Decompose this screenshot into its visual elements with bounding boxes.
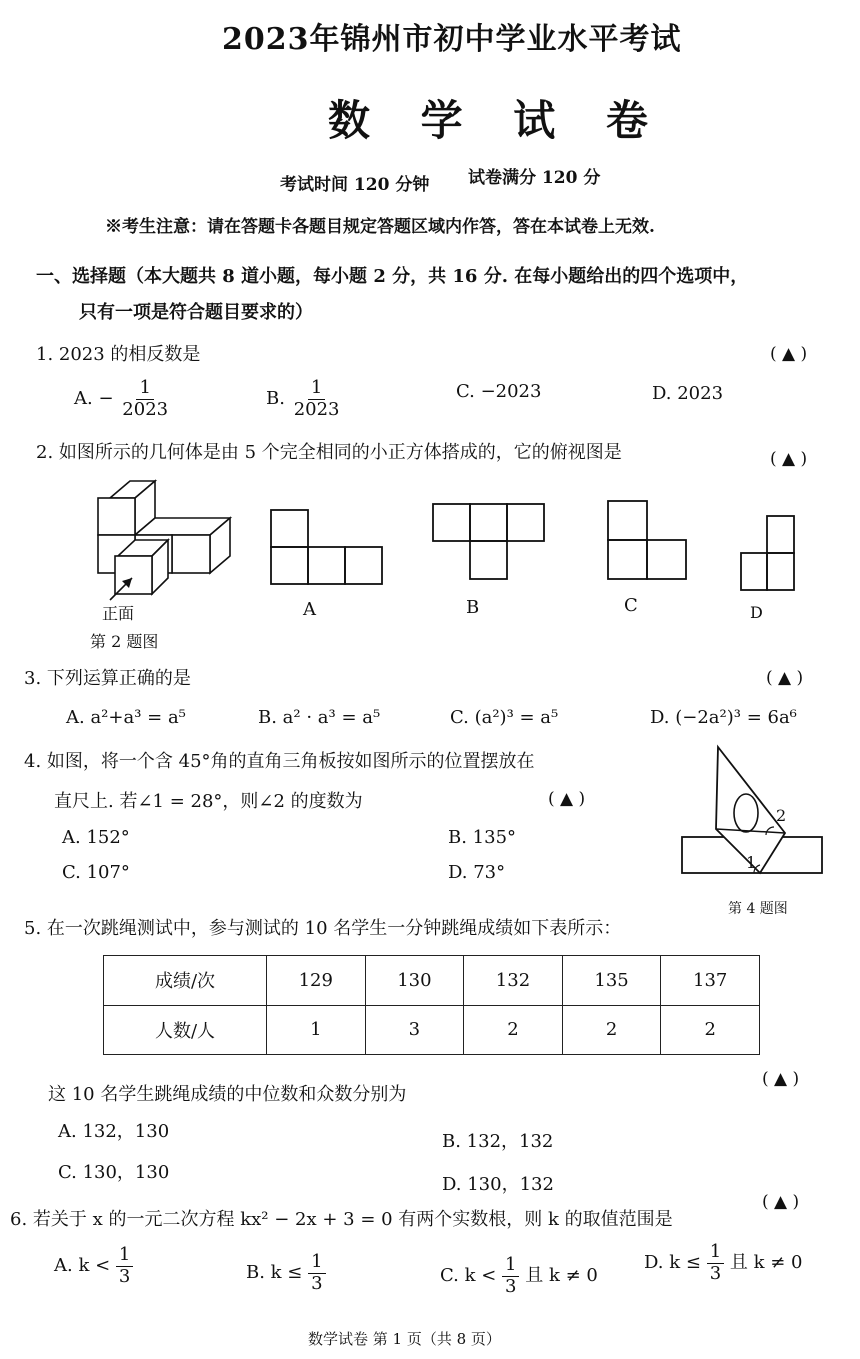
q1-option-b [266,378,343,420]
q4-figure-caption: 第 4 题图 [728,901,788,917]
q6-option-a [54,1245,133,1287]
q2-figure-caption: 第 2 题图 [90,632,159,651]
q2-option-b-view [432,503,547,583]
q4-option-c: C. 107° [62,862,130,883]
table-header-cell: 人数/人 [104,1005,267,1055]
q1-option-d: D. 2023 [652,383,724,404]
table-cell: 2 [464,1005,563,1055]
q5-option-c: C. 130，130 [58,1162,170,1183]
q2-option-a-view [270,508,385,588]
q6-stem: 6. 若关于 x 的一元二次方程 kx² − 2x + 3 = 0 有两个实数根，则 k 的取值范围是 [10,1209,673,1230]
q5-option-b: B. 132，132 [442,1131,554,1152]
q1-option-c: C. −2023 [456,381,542,402]
fraction [707,1242,724,1284]
option-suffix: 且 k ≠ 0 [729,1252,803,1274]
table-cell: 130 [365,956,464,1006]
section-heading: 一、选择题（本大题共 8 道小题，每小题 2 分，共 16 分. 在每小题给出的四个选项中， [36,266,749,287]
q5-score-table [103,955,760,1055]
fraction [116,1245,133,1287]
q1-answer-mark: ( ▲ ) [770,344,808,364]
fraction [119,378,171,420]
numerator: 1 [116,1245,133,1267]
table-cell: 132 [464,956,563,1006]
q5-option-a: A. 132，130 [58,1121,170,1142]
exam-score: 试卷满分 120 分 [468,168,601,188]
table-cell: 2 [562,1005,661,1055]
q4-option-a: A. 152° [62,827,130,848]
numerator: 1 [308,1252,325,1274]
q3-option-a: A. a²+a³ = a⁵ [66,707,186,728]
table-header-cell: 成绩/次 [104,956,267,1006]
numerator: 1 [502,1255,519,1277]
table-cell: 129 [267,956,366,1006]
table-cell: 2 [661,1005,760,1055]
q4-angle1-label: 1 [746,853,757,872]
q2-option-b-label: B [466,597,480,618]
denominator: 2023 [122,398,169,420]
table-row [104,1005,760,1055]
denominator: 3 [118,1265,131,1287]
option-label: D. k ≤ [644,1252,701,1274]
q6-option-b [246,1252,326,1294]
table-cell: 3 [365,1005,464,1055]
q4-option-d: D. 73° [448,862,506,883]
option-label: B. k ≤ [246,1262,303,1284]
q2-option-c-view [607,500,689,582]
denominator: 3 [311,1272,323,1294]
denominator: 3 [709,1262,722,1284]
subject-title: 数 学 试 卷 [328,96,666,145]
table-cell: 135 [562,956,661,1006]
q4-option-b: B. 135° [448,827,517,848]
exam-time: 考试时间 120 分钟 [280,175,430,195]
numerator: 1 [136,378,153,400]
fraction [308,1252,325,1294]
option-suffix: 且 k ≠ 0 [525,1265,598,1287]
q6-answer-mark: ( ▲ ) [762,1192,800,1212]
page-footer: 数学试卷 第 1 页（共 8 页） [308,1330,501,1348]
q5-stem: 5. 在一次跳绳测试中，参与测试的 10 名学生一分钟跳绳成绩如下表所示： [24,918,622,939]
q4-answer-mark: ( ▲ ) [548,789,586,809]
numerator: 1 [707,1242,724,1264]
q2-front-label: 正面 [102,604,135,623]
q3-stem: 3. 下列运算正确的是 [24,668,191,689]
q1-stem: 1. 2023 的相反数是 [36,344,201,365]
table-cell: 137 [661,956,760,1006]
q6-option-c [440,1255,598,1297]
q2-option-a-label: A [303,599,316,620]
q5-question: 这 10 名学生跳绳成绩的中位数和众数分别为 [48,1084,407,1105]
q2-option-d-label: D [750,603,763,622]
q2-option-d-view [740,515,796,593]
exam-notice: ※考生注意：请在答题卡各题目规定答题区域内作答，答在本试卷上无效. [105,217,655,237]
q6-option-d [644,1242,802,1284]
denominator: 3 [505,1275,517,1297]
option-label: B. [266,388,285,410]
minus-sign: − [98,388,114,410]
q4-angle2-label: 2 [776,806,787,825]
q4-stem-line2: 直尺上. 若∠1 = 28°，则∠2 的度数为 [54,791,363,812]
option-label: A. k < [54,1255,111,1277]
q5-answer-mark: ( ▲ ) [762,1069,800,1089]
fraction [291,378,343,420]
q2-solid-figure [90,478,240,608]
table-cell: 1 [267,1005,366,1055]
q3-answer-mark: ( ▲ ) [766,668,804,688]
denominator: 2023 [293,398,340,420]
numerator: 1 [308,378,325,400]
q3-option-b: B. a² · a³ = a⁵ [258,707,381,728]
q2-option-c-label: C [624,595,638,616]
q1-option-a [74,378,171,420]
section-heading-cont: 只有一项是符合题目要求的） [79,302,313,323]
fraction [502,1255,519,1297]
q5-option-d: D. 130，132 [442,1174,554,1195]
q3-option-d: D. (−2a²)³ = 6a⁶ [650,707,797,728]
q4-stem-line1: 4. 如图，将一个含 45°角的直角三角板按如图所示的位置摆放在 [24,751,535,772]
option-label: A. [74,388,93,410]
q2-stem: 2. 如图所示的几何体是由 5 个完全相同的小正方体搭成的，它的俯视图是 [36,442,622,463]
q2-answer-mark: ( ▲ ) [770,449,808,469]
option-label: C. k < [440,1265,497,1287]
table-row [104,956,760,1006]
exam-title: 2023年锦州市初中学业水平考试 [222,22,682,57]
q3-option-c: C. (a²)³ = a⁵ [450,707,559,728]
